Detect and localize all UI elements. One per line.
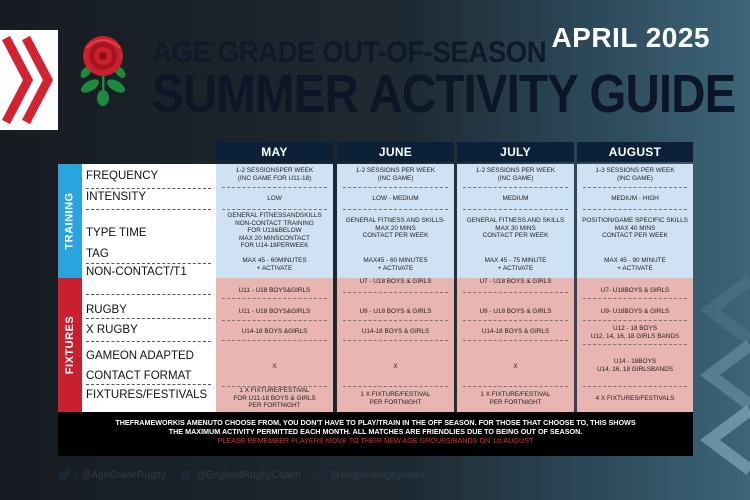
twitter-icon [58, 470, 70, 480]
instagram-icon [315, 469, 327, 481]
june-rugby-1: U7 - U18 BOYS & GIRLS [359, 278, 432, 285]
month-header-may: MAY [216, 142, 333, 162]
social-instagram[interactable] [315, 469, 428, 481]
divider [463, 209, 568, 210]
divider [343, 340, 448, 341]
may-rugby-1: U11 - U18 BOYS&GIRLS [238, 287, 311, 294]
july-x-rugby: U14-18 BOYS & GIRLS [481, 328, 550, 335]
july-gameon: X [513, 363, 518, 370]
row-label-fixtures-festivals: FIXTURES/FESTIVALS [86, 389, 208, 401]
july-type-time: GENERAL FITNESS AND SKILLS MAX 30 MINS CONTACT PER WEEK [466, 217, 565, 240]
training-section [58, 164, 693, 278]
divider [343, 320, 448, 321]
title-line-1: AGE GRADE OUT-OF-SEASON [152, 36, 547, 69]
month-header-july: JULY [457, 142, 574, 162]
social-coach[interactable] [180, 470, 301, 481]
june-fixtures-festivals: 1 X FIXTURE/FESTIVAL PER FORTNIGHT [360, 391, 431, 406]
fixtures-tab [58, 278, 82, 412]
note-reminder: PLEASE REMEMBER PLAYERS MOVE TO THEIR NEW AGE GROUPS/BANDS ON 1st AUGUST [217, 436, 534, 445]
divider [222, 298, 327, 299]
divider [222, 320, 327, 321]
divider [583, 209, 687, 210]
august-type-time: POSITION/GAME SPECIFIC SKILLS MAX 40 MINS CONTACT PER WEEK [582, 217, 688, 240]
note-line-2: THE MAXIMUM ACTIVITY PERMITTED EACH MONTH. ALL MATCHES ARE FRIENDLIES DUE TO BEING OUT OF SEASON. [168, 427, 583, 436]
row-label-contact-format: CONTACT FORMAT [86, 370, 192, 382]
fixtures-section [58, 278, 693, 412]
social-handle-2: @EnglandRugbyCoach [196, 469, 301, 481]
divider [86, 209, 211, 210]
divider [86, 294, 211, 295]
divider [583, 298, 687, 299]
june-x-rugby: U14-18 BOYS & GIRLS [361, 328, 430, 335]
training-row-labels [82, 164, 216, 278]
chevron-left-icon [0, 30, 58, 130]
row-label-intensity: INTENSITY [86, 191, 147, 203]
may-rugby-2: U11 - U18 BOYS&GIRLS [238, 308, 311, 315]
august-tag: MAX 45 - 90 MINUTE + ACTIVATE [604, 257, 666, 272]
date-label: APRIL 2025 [551, 22, 710, 53]
divider [222, 209, 327, 210]
row-label-rugby: RUGBY [86, 304, 127, 316]
social-agegrade[interactable] [58, 468, 166, 482]
divider [343, 209, 448, 210]
divider [86, 384, 211, 385]
row-label-frequency: FREQUENCY [86, 170, 159, 182]
june-rugby-2: U9 - U18 BOYS & GIRLS [359, 308, 432, 315]
june-type-time: GENERAL FITNESS AND SKILLS- MAX 20 MINS CONTACT PER WEEK [345, 217, 446, 240]
note-line-1: THEFRAMEWORKIS AMENUTO CHOOSE FROM, YOU DON'T HAVE TO PLAY/TRAIN IN THE OFF SEASON. FOR THOSE THAT CHOOSE TO, THIS SHOWS [115, 418, 636, 427]
row-label-type-time: TYPE TIME [86, 227, 147, 239]
may-training [216, 164, 333, 278]
training-label: TRAINING [64, 192, 77, 250]
row-label-tag: TAG [86, 248, 109, 260]
august-x-rugby: U12 - 18 BOYS U12, 14, 16, 18 GIRLS BANDS [590, 325, 680, 340]
fixtures-row-labels [82, 278, 216, 412]
august-rugby-1: U7- U18BOYS & GIRLS [600, 287, 670, 294]
divider [86, 263, 211, 264]
may-frequency: 1-2 SESSIONSPER WEEK (INC GAME FOR U11-18) [235, 167, 314, 182]
july-rugby-2: U9 - U18 BOYS & GIRLS [479, 308, 552, 315]
may-fixtures [216, 278, 333, 412]
divider [583, 344, 687, 345]
divider [343, 292, 448, 293]
divider [463, 187, 568, 188]
divider [343, 386, 448, 387]
row-label-gameon: GAMEON ADAPTED [86, 350, 194, 362]
fixtures-label: FIXTURES [64, 315, 76, 375]
july-tag: MAX 45 - 75 MINUTE + ACTIVATE [484, 257, 547, 272]
may-type-time: GENERAL FITNESSANDSKILLS NON-CONTACT TRAINING FOR U13&BELOW MAX 20 MINSCONTACT FOR U14-18PERWEEK [227, 212, 322, 250]
divider [343, 187, 448, 188]
divider [222, 340, 327, 341]
divider [463, 292, 568, 293]
august-rugby-2: U9- U18BOYS & GIRLS [600, 308, 670, 315]
august-fixtures-festivals: 4 X FIXTURES/FESTIVALS [595, 395, 675, 402]
august-fixtures [577, 278, 693, 412]
july-fixtures-festivals: 1 X FIXTURE/FESTIVAL PER FORTNIGHT [480, 391, 551, 406]
may-intensity: LOW [267, 195, 282, 202]
training-tab [58, 164, 82, 278]
june-fixtures [337, 278, 454, 412]
may-tag: MAX 45 - 60MINUTES + ACTIVATE [242, 257, 307, 272]
july-intensity: MEDIUM [502, 195, 529, 202]
july-frequency: 1-2 SESSIONS PER WEEK (INC GAME) [475, 167, 556, 182]
disclaimer-note [58, 412, 693, 456]
divider [86, 341, 211, 342]
june-tag: MAX45 - 60 MINUTES + ACTIVATE [363, 257, 428, 272]
june-training [337, 164, 454, 278]
row-label-x-rugby: X RUGBY [86, 324, 138, 336]
social-links [58, 468, 428, 482]
divider [583, 386, 687, 387]
row-label-non-contact: NON-CONTACT/T1 [86, 266, 187, 278]
divider [583, 320, 687, 321]
twitter-icon [180, 470, 192, 480]
england-rose-icon [72, 28, 134, 108]
divider [86, 318, 211, 319]
june-frequency: 1-2 SESSIONS PER WEEK (INC GAME) [355, 167, 436, 182]
august-training [577, 164, 693, 278]
july-rugby-1: U7 - U18 BOYS & GIRLS [479, 278, 552, 285]
july-training [457, 164, 574, 278]
social-handle-3: @englandrugbycoach [330, 469, 429, 481]
social-handle-1: @AgeGradeRugby [81, 469, 166, 481]
may-gameon: X [272, 363, 277, 370]
august-intensity: MEDIUM - HIGH [611, 195, 659, 202]
divider [86, 188, 211, 189]
july-fixtures [457, 278, 574, 412]
divider [583, 187, 687, 188]
month-header-august: AUGUST [577, 142, 693, 162]
divider [463, 320, 568, 321]
june-intensity: LOW - MEDIUM [372, 195, 419, 202]
month-header-june: JUNE [337, 142, 454, 162]
facebook-icon: f [74, 468, 78, 482]
divider [463, 340, 568, 341]
divider [463, 386, 568, 387]
august-gameon: U14 - 18BOYS U14, 16, 18 GIRLSBANDS [596, 358, 673, 373]
divider [222, 187, 327, 188]
may-x-rugby: U14-18 BOYS &GIRLS [241, 328, 308, 335]
may-fixtures-festivals: 1 X FIXTURE/FESTIVAL FOR U11-18 BOYS & GIRLS PER FORTNIGHT [233, 387, 316, 410]
august-frequency: 1-3 SESSIONS PER WEEK (INC GAME) [595, 167, 675, 182]
june-gameon: X [393, 363, 398, 370]
title-line-2: SUMMER ACTIVITY GUIDE [152, 64, 736, 124]
